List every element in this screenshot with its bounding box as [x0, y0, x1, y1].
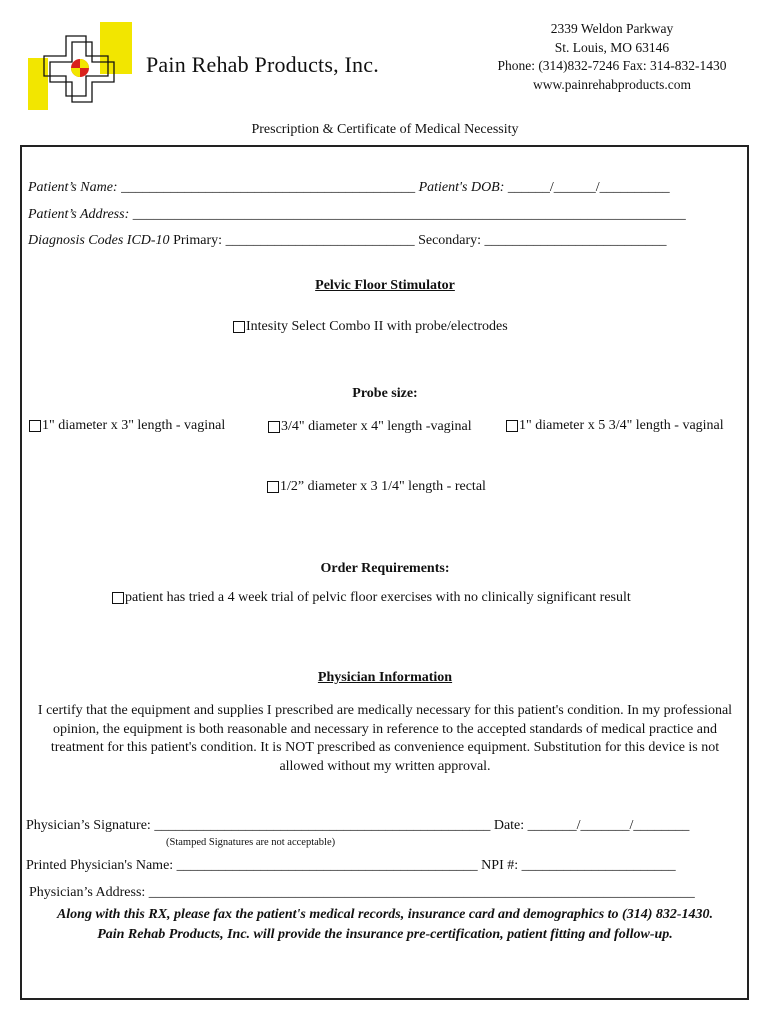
- printed-name-field[interactable]: ___________________________________________: [176, 858, 478, 873]
- printed-name-label: Printed Physician's Name:: [26, 858, 174, 873]
- order-option[interactable]: [112, 590, 631, 606]
- patient-address-label: Patient’s Address:: [28, 207, 130, 222]
- physician-address-field[interactable]: ______________________________________________________________________________: [148, 885, 695, 900]
- device-option-label: Intesity Select Combo II with probe/electrodes: [246, 319, 508, 334]
- address-website[interactable]: www.painrehabproducts.com: [532, 76, 692, 92]
- patient-name-row: [28, 180, 670, 196]
- probe-option-label-4: 1/2” diameter x 3 1/4" length - rectal: [280, 479, 486, 494]
- signature-label: Physician’s Signature:: [26, 818, 151, 833]
- signature-field[interactable]: ________________________________________________: [154, 818, 491, 833]
- stamp-note: (Stamped Signatures are not acceptable): [166, 837, 336, 848]
- company-name: Pain Rehab Products, Inc.: [146, 52, 379, 77]
- service-notice: Pain Rehab Products, Inc. will provide the insurance pre-certification, patient fitting and follow-up.: [97, 927, 673, 942]
- address-street: 2339 Weldon Parkway: [550, 21, 674, 36]
- probe-option-label-2: 3/4" diameter x 4" length -vaginal: [281, 419, 472, 434]
- date-field[interactable]: _______/_______/________: [527, 818, 690, 833]
- fax-notice: Along with this RX, please fax the patient's medical records, insurance card and demographics to (314) 832-1430.: [56, 907, 714, 922]
- printed-name-row: [26, 858, 676, 874]
- patient-dob-label: Patient's DOB:: [418, 180, 505, 195]
- date-label: Date:: [493, 818, 525, 833]
- order-heading: Order Requirements:: [320, 561, 450, 576]
- probe-checkbox-4[interactable]: [267, 481, 279, 493]
- document-title: Prescription & Certificate of Medical Necessity: [251, 122, 519, 137]
- probe-option-3[interactable]: [506, 418, 724, 434]
- patient-name-field[interactable]: __________________________________________: [121, 180, 416, 195]
- npi-label: NPI #:: [481, 858, 519, 873]
- primary-code-field[interactable]: ___________________________: [225, 233, 415, 248]
- diagnosis-label: Diagnosis Codes ICD-10: [28, 233, 170, 248]
- company-address-block: [482, 20, 742, 94]
- probe-option-label-1: 1" diameter x 3" length - vaginal: [42, 418, 226, 433]
- signature-row: [26, 818, 689, 834]
- physician-address-row: [29, 885, 695, 901]
- secondary-label: Secondary:: [418, 233, 482, 248]
- company-logo: [28, 22, 136, 112]
- secondary-code-field[interactable]: __________________________: [484, 233, 667, 248]
- device-checkbox[interactable]: [233, 321, 245, 333]
- patient-name-label: Patient’s Name:: [28, 180, 118, 195]
- probe-option-1[interactable]: [29, 418, 225, 434]
- certification-text: I certify that the equipment and supplies I prescribed are medically necessary for this patient's condition. In my professional opinion, the equipment is both reasonable and necessary in reference to the accepted standards of medical practice and treatment for this patient's condition. It is NOT prescribed as convenience equipment. Substitution for this device is not allowed without my written approval.: [37, 703, 733, 774]
- device-heading: Pelvic Floor Stimulator: [315, 278, 455, 293]
- physician-address-label: Physician’s Address:: [29, 885, 146, 900]
- probe-option-4[interactable]: [267, 479, 486, 495]
- address-phone-fax: Phone: (314)832-7246 Fax: 314-832-1430: [497, 58, 727, 73]
- diagnosis-row: [28, 233, 667, 249]
- device-option[interactable]: [233, 319, 508, 335]
- patient-dob-field[interactable]: ______/______/__________: [507, 180, 670, 195]
- probe-heading: Probe size:: [352, 386, 418, 401]
- probe-checkbox-3[interactable]: [506, 420, 518, 432]
- probe-option-label-3: 1" diameter x 5 3/4" length - vaginal: [519, 418, 724, 433]
- address-city: St. Louis, MO 63146: [554, 39, 670, 55]
- probe-checkbox-1[interactable]: [29, 420, 41, 432]
- patient-address-field[interactable]: _______________________________________________________________________________: [132, 207, 686, 222]
- order-option-label: patient has tried a 4 week trial of pelvic floor exercises with no clinically significant result: [125, 590, 631, 605]
- physician-heading: Physician Information: [317, 670, 453, 685]
- primary-label: Primary:: [173, 233, 223, 248]
- order-checkbox[interactable]: [112, 592, 124, 604]
- probe-checkbox-2[interactable]: [268, 421, 280, 433]
- patient-address-row: [28, 207, 686, 223]
- npi-field[interactable]: ______________________: [521, 858, 676, 873]
- probe-option-2[interactable]: [268, 419, 472, 435]
